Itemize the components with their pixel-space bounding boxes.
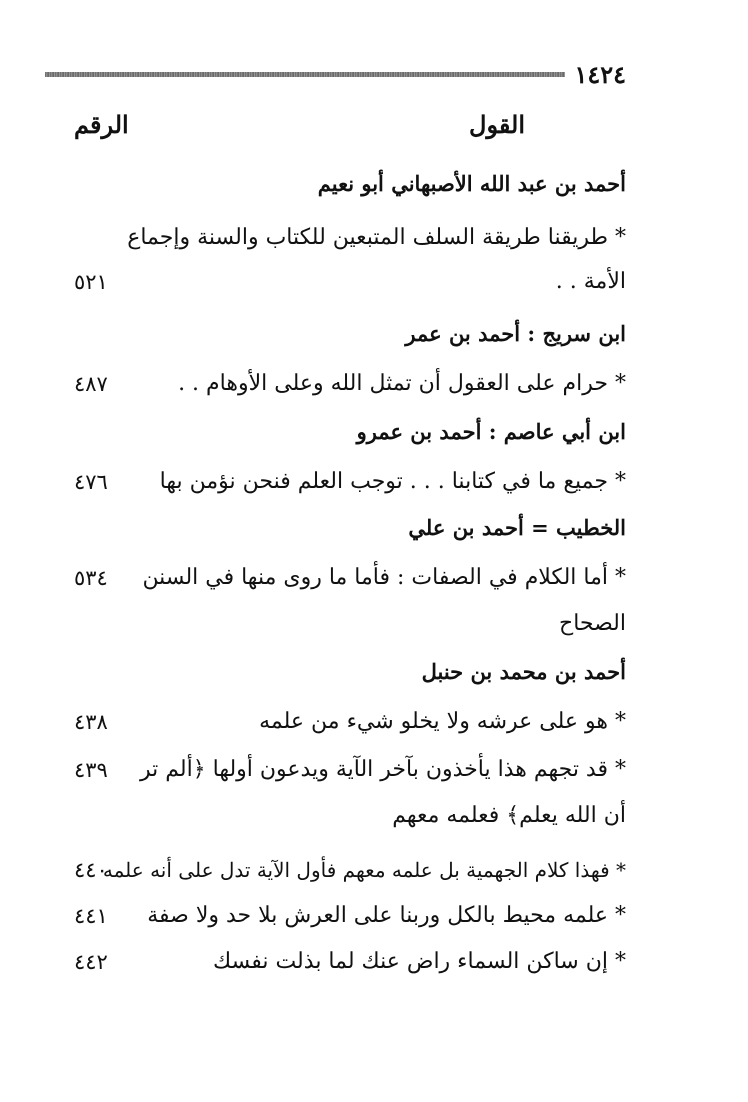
quote-line: * قد تجهم هذا يأخذون بآخر الآية ويدعون أولها ﴿ألم تر — [140, 757, 626, 782]
quote-line: الأمة . . — [555, 269, 626, 294]
entry-number: ٤٤٢ — [74, 950, 108, 974]
entry-number: ٤٣٩ — [74, 758, 108, 782]
quote-line: * إن ساكن السماء راض عنك لما بذلت نفسك — [213, 949, 626, 974]
quote-line: أن الله يعلم﴾ فعلمه معهم — [392, 803, 626, 828]
quote-line: * حرام على العقول أن تمثل الله وعلى الأوهام . . — [178, 371, 626, 396]
quote-line: * هو على عرشه ولا يخلو شيء من علمه — [259, 709, 626, 734]
quote-line: * طريقنا طريقة السلف المتبعين للكتاب والسنة وإجماع — [127, 225, 626, 250]
quote-line: * جميع ما في كتابنا . . . توجب العلم فنحن نؤمن بها — [159, 469, 626, 494]
quote-line: * علمه محيط بالكل وربنا على العرش بلا حد ولا صفة — [147, 903, 626, 928]
entry-number: ٤٧٦ — [74, 470, 108, 494]
entry-number: ٥٢١ — [74, 270, 108, 294]
quote-line: * أما الكلام في الصفات : فأما ما روى منها في السنن — [142, 565, 626, 590]
quote-line: الصحاح — [559, 611, 626, 636]
quote-column-header: القول — [469, 110, 525, 139]
entry-number: ٤٨٧ — [74, 372, 108, 396]
entry-number: ٥٣٤ — [74, 566, 108, 590]
page-number: ١٤٢٤ — [574, 60, 626, 89]
author-heading: أحمد بن محمد بن حنبل — [421, 659, 626, 684]
entry-number: ٤٤١ — [74, 904, 108, 928]
number-column-header: الرقم — [74, 110, 129, 139]
author-heading: ابن أبي عاصم : أحمد بن عمرو — [356, 419, 626, 444]
author-heading: ابن سريج : أحمد بن عمر — [405, 321, 626, 346]
header-rule — [45, 72, 565, 77]
quote-line: * فهذا كلام الجهمية بل علمه معهم فأول الآية تدل على أنه علمه — [102, 858, 626, 882]
entry-number: ٤٤٠ — [74, 858, 108, 882]
entry-number: ٤٣٨ — [74, 710, 108, 734]
author-heading: الخطيب = أحمد بن علي — [408, 515, 626, 540]
author-heading: أحمد بن عبد الله الأصبهاني أبو نعيم — [317, 171, 626, 196]
